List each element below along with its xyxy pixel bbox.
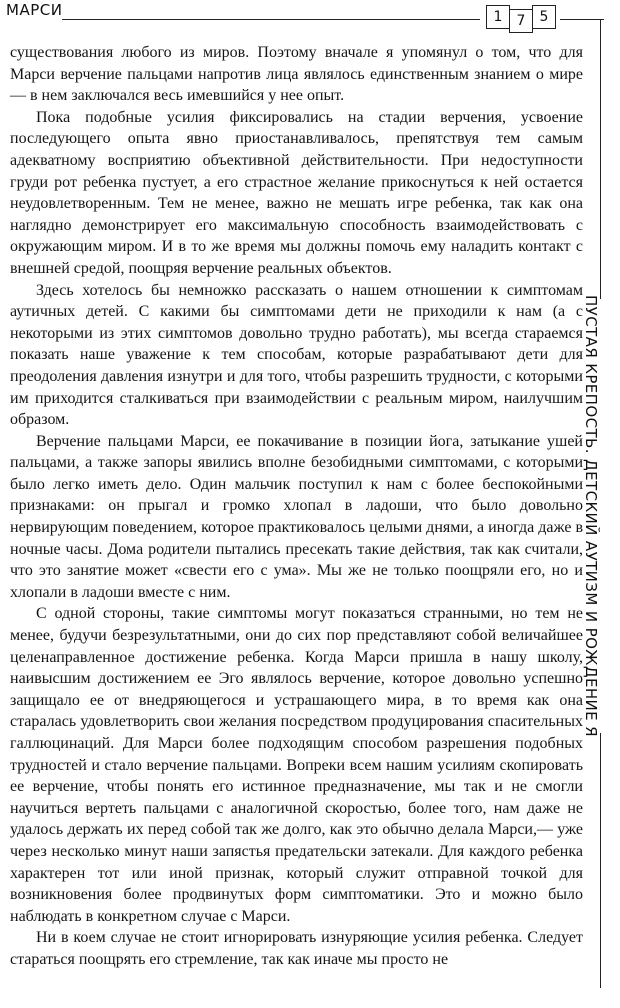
body-text bbox=[10, 42, 583, 971]
page-number-digit: 7 bbox=[509, 9, 533, 33]
paragraph: существования любого из миров. Поэтому вначале я упомянул о том, что для Марси верчение пальцами напротив лица являлось единственным знанием о мире — в нем заключался весь имевшийся у нее опыт. bbox=[10, 44, 583, 105]
paragraph: С одной стороны, такие симптомы могут показаться странными, но тем не менее, будучи безрезультатными, они до сих пор представляют собой величайшее целенаправленное достижение ребенка. Когда Марси пришла в нашу школу, наивысшим достижением ее Эго являлось верчение, которое довольно успешно защищало ее от внедряющегося и устрашающего мира, в то время как она старалась удовлетворить свои желания посредством продуцирования спасительных галлюцинаций. Для Марси более подходящим способом разрешения подобных трудностей и стало верчение пальцами. Вопреки всем нашим усилиям скопировать ее верчение, чтобы понять его истинное предназначение, мы так и не смогли научиться вертеть пальцами с аналогичной скоростью, более того, нам даже не удалось держать их перед собой так же долго, как это обычно делала Марси,— уже через несколько минут наши запястья предательски затекали. Для каждого ребенка характерен тот или иной признак, который служит отправной точкой для возникновения более продвинутых форм симптоматики. Это и можно было наблюдать в конкретном случае с Марси. bbox=[10, 605, 583, 925]
paragraph: Здесь хотелось бы немножко рассказать о нашем отношении к симптомам аутичных детей. С какими бы симптомами дети не приходили к нам (а с некоторыми из этих симптомов довольно трудно работать), мы всегда стараемся показать наше уважение к тем способам, которые разрабатывают дети для преодоления давления изнутри и для того, чтобы разрешить трудности, с которыми им приходится сталкиваться при взаимодействии с реальным миром, наилучшим образом. bbox=[10, 281, 583, 429]
side-rule-bottom bbox=[600, 733, 601, 988]
book-title-vertical: ПУСТАЯ КРЕПОСТЬ. ДЕТСКИЙ АУТИЗМ И РОЖДЕНИЕ Я bbox=[582, 295, 600, 737]
paragraph: Ни в коем случае не стоит игнорировать изнуряющие усилия ребенка. Следует стараться поощрять его стремление, так как иначе мы просто не bbox=[10, 929, 583, 968]
page-number bbox=[487, 5, 556, 33]
paragraph: Пока подобные усилия фиксировались на стадии верчения, усвоение последующего опыта явно приостанавливалось, препятствуя тем самым адекватному восприятию объективной действительности. При недоступности груди рот ребенка пустует, а его страстное желание прикоснуться к ней остается неудовлетворенным. Тем не менее, важно не мешать игре ребенка, так как она наглядно демонстрирует его максимальную способность взаимодействовать с окружающим миром. И в то же время мы должны помочь ему наладить контакт с внешней средой, поощряя верчение реальных объектов. bbox=[10, 108, 583, 277]
page-number-digit: 5 bbox=[532, 5, 556, 29]
header-rule-tail bbox=[560, 19, 604, 20]
header-rule bbox=[62, 19, 480, 20]
page-number-digit: 1 bbox=[486, 5, 510, 29]
paragraph: Верчение пальцами Марси, ее покачивание в позиции йога, затыкание ушей пальцами, а также запоры явились вполне безобидными симптомами, с которыми было легко иметь дело. Один мальчик поступил к нам с более беспокойными признаками: он прыгал и громко хлопал в ладоши, что было довольно нервирующим поведением, которое практиковалось целыми днями, а иногда даже в ночные часы. Дома родители пытались пресекать такие действия, так как считали, что это занятие может «свести его с ума». Мы же не только поощряли его, но и хлопали в ладоши вместе с ним. bbox=[10, 432, 583, 601]
running-title: МАРСИ bbox=[6, 1, 63, 19]
side-rule-top bbox=[600, 20, 601, 299]
